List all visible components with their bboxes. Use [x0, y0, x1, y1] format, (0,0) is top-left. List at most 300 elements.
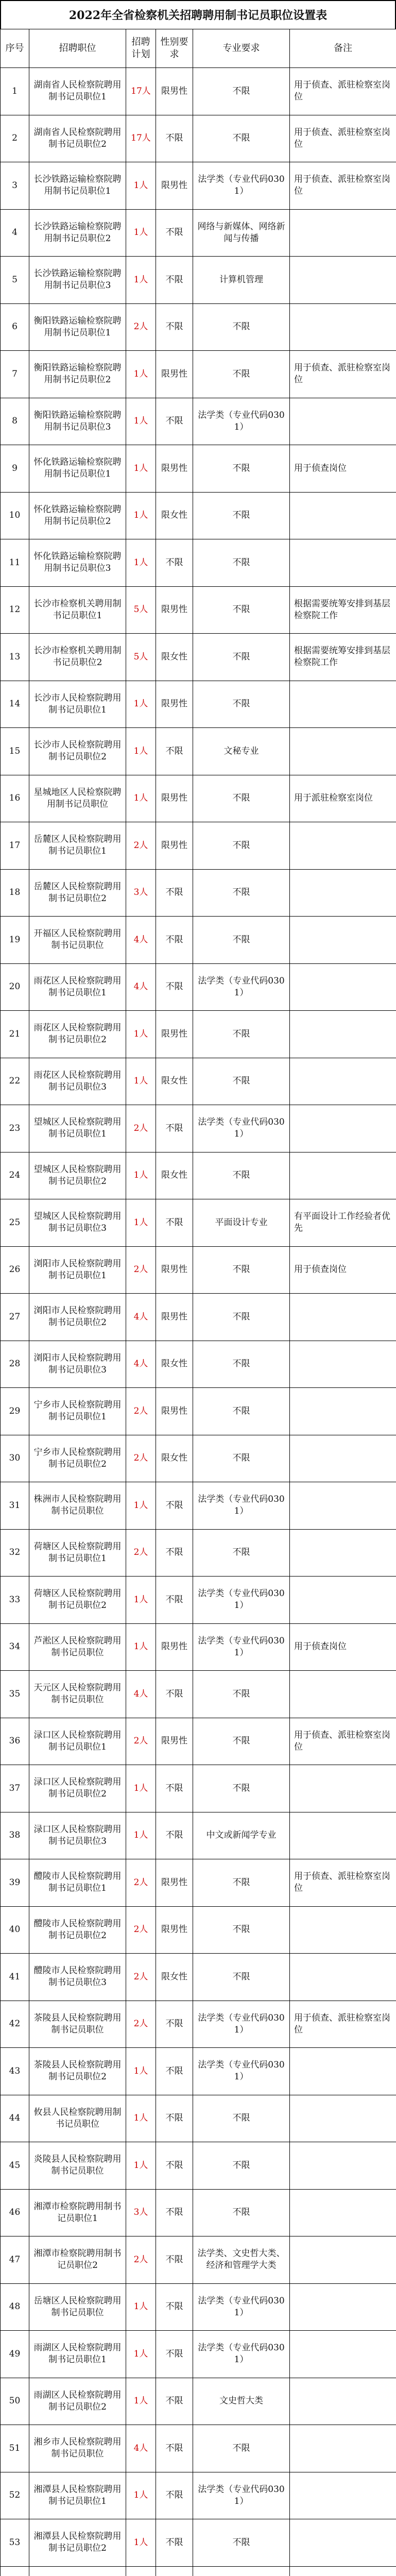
table-row — [1, 728, 396, 775]
table-row — [1, 869, 396, 917]
cell-major: 法学类（专业代码0301） — [193, 1105, 290, 1153]
cell-index: 16 — [1, 775, 29, 822]
cell-major: 文秘专业 — [193, 728, 290, 775]
cell-position: 湘潭县人民检察院聘用制书记员职位2 — [29, 2519, 126, 2567]
cell-index: 34 — [1, 1623, 29, 1671]
cell-remarks: 用于侦查、派驻检察室岗位 — [290, 162, 396, 210]
cell-remarks: 用于侦查、派驻检察室岗位 — [290, 115, 396, 162]
cell-index: 13 — [1, 634, 29, 681]
table-row — [1, 2236, 396, 2284]
cell-remarks — [290, 492, 396, 539]
cell-position: 渌口区人民检察院聘用制书记员职位1 — [29, 1718, 126, 1765]
cell-gender: 限女性 — [156, 1341, 193, 1388]
cell-major: 法学类（专业代码0301） — [193, 2472, 290, 2519]
cell-major: 不限 — [193, 303, 290, 351]
cell-position: 湖南省人民检察院聘用制书记员职位1 — [29, 68, 126, 115]
cell-plan: 2人 — [126, 1246, 156, 1294]
cell-index: 29 — [1, 1388, 29, 1435]
positions-table — [0, 29, 396, 2576]
cell-major: 不限 — [193, 681, 290, 728]
cell-position: 岳麓区人民检察院聘用制书记员职位1 — [29, 822, 126, 870]
cell-major: 不限 — [193, 1765, 290, 1812]
cell-plan: 2人 — [126, 1718, 156, 1765]
cell-major: 网络与新媒体、网络新闻与传播 — [193, 209, 290, 257]
cell-major: 不限 — [193, 115, 290, 162]
cell-gender: 不限 — [156, 1577, 193, 1624]
cell-gender: 不限 — [156, 963, 193, 1011]
table-row — [1, 398, 396, 445]
cell-remarks — [290, 2283, 396, 2331]
cell-plan: 1人 — [126, 2378, 156, 2425]
cell-plan: 2人 — [126, 303, 156, 351]
cell-remarks — [290, 209, 396, 257]
cell-position: 衡阳铁路运输检察院聘用制书记员职位3 — [29, 398, 126, 445]
table-row — [1, 257, 396, 304]
cell-plan: 1人 — [126, 2331, 156, 2378]
header-major: 专业要求 — [193, 29, 290, 68]
cell-major: 法学类（专业代码0301） — [193, 162, 290, 210]
cell-index: 24 — [1, 1152, 29, 1199]
cell-position: 长沙市检察机关聘用制书记员职位1 — [29, 586, 126, 634]
cell-gender: 不限 — [156, 398, 193, 445]
cell-remarks — [290, 539, 396, 587]
table-row — [1, 1011, 396, 1058]
cell-remarks — [290, 1435, 396, 1482]
table-row — [1, 2566, 396, 2576]
cell-gender: 限男性 — [156, 445, 193, 493]
cell-index: 42 — [1, 2001, 29, 2048]
cell-index: 31 — [1, 1482, 29, 1530]
cell-plan: 1人 — [126, 351, 156, 398]
cell-position: 荷塘区人民检察院聘用制书记员职位2 — [29, 1577, 126, 1624]
cell-gender: 限女性 — [156, 1058, 193, 1105]
cell-plan: 1人 — [126, 1482, 156, 1530]
cell-index: 17 — [1, 822, 29, 870]
cell-major: 不限 — [193, 869, 290, 917]
cell-gender: 限男性 — [156, 1718, 193, 1765]
table-row — [1, 1765, 396, 1812]
cell-major: 不限 — [193, 917, 290, 964]
cell-remarks: 用于侦查、派驻检察室岗位 — [290, 1859, 396, 1907]
cell-gender: 不限 — [156, 2331, 193, 2378]
cell-major: 不限 — [193, 822, 290, 870]
cell-major: 不限 — [193, 539, 290, 587]
table-row — [1, 492, 396, 539]
table-row — [1, 2331, 396, 2378]
cell-index: 38 — [1, 1812, 29, 1859]
cell-remarks: 用于派驻检察室岗位 — [290, 775, 396, 822]
cell-plan: 17人 — [126, 68, 156, 115]
cell-index: 32 — [1, 1529, 29, 1577]
cell-index: 26 — [1, 1246, 29, 1294]
cell-index: 51 — [1, 2425, 29, 2472]
cell-remarks: 用于侦查、派驻检察室岗位 — [290, 2001, 396, 2048]
cell-plan: 1人 — [126, 2142, 156, 2190]
cell-position: 荷塘区人民检察院聘用制书记员职位1 — [29, 1529, 126, 1577]
table-row — [1, 1577, 396, 1624]
cell-position: 湘潭县人民检察院聘用制书记员职位1 — [29, 2472, 126, 2519]
cell-index: 53 — [1, 2519, 29, 2567]
cell-remarks — [290, 728, 396, 775]
cell-position: 浏阳市人民检察院聘用制书记员职位3 — [29, 1341, 126, 1388]
cell-index: 1 — [1, 68, 29, 115]
cell-gender: 不限 — [156, 1199, 193, 1247]
cell-gender: 不限 — [156, 2236, 193, 2284]
cell-gender: 限男性 — [156, 1246, 193, 1294]
table-row — [1, 445, 396, 493]
cell-index: 30 — [1, 1435, 29, 1482]
cell-plan: 1人 — [126, 445, 156, 493]
table-row — [1, 1246, 396, 1294]
cell-index: 27 — [1, 1294, 29, 1341]
cell-plan: 1人 — [126, 209, 156, 257]
cell-major: 不限 — [193, 2189, 290, 2236]
cell-plan: 1人 — [126, 1011, 156, 1058]
cell-gender: 不限 — [156, 1105, 193, 1153]
cell-position: 天元区人民检察院聘用制书记员职位 — [29, 1671, 126, 1718]
cell-major: 不限 — [193, 68, 290, 115]
cell-remarks — [290, 1152, 396, 1199]
cell-position: 渌口区人民检察院聘用制书记员职位3 — [29, 1812, 126, 1859]
cell-gender: 不限 — [156, 2142, 193, 2190]
cell-position: 长沙市人民检察院聘用制书记员职位2 — [29, 728, 126, 775]
cell-index: 23 — [1, 1105, 29, 1153]
table-row — [1, 1388, 396, 1435]
cell-plan: 5人 — [126, 586, 156, 634]
cell-plan: 3人 — [126, 2189, 156, 2236]
table-row — [1, 1812, 396, 1859]
cell-major: 不限 — [193, 1435, 290, 1482]
cell-major: 法学类（专业代码0301） — [193, 2001, 290, 2048]
cell-index: 49 — [1, 2331, 29, 2378]
cell-position: 长沙市检察机关聘用制书记员职位2 — [29, 634, 126, 681]
table-row — [1, 303, 396, 351]
cell-position: 岳塘区人民检察院聘用制书记员职位 — [29, 2283, 126, 2331]
cell-gender: 限男性 — [156, 1859, 193, 1907]
cell-remarks — [290, 2331, 396, 2378]
cell-index: 19 — [1, 917, 29, 964]
cell-remarks — [290, 2142, 396, 2190]
cell-remarks — [290, 303, 396, 351]
cell-remarks — [290, 822, 396, 870]
cell-index: 47 — [1, 2236, 29, 2284]
cell-major: 不限 — [193, 775, 290, 822]
cell-remarks — [290, 1765, 396, 1812]
cell-remarks — [290, 1577, 396, 1624]
cell-remarks — [290, 1058, 396, 1105]
cell-position: 雨湖区人民检察院聘用制书记员职位1 — [29, 2331, 126, 2378]
header-remarks: 备注 — [290, 29, 396, 68]
table-title: 2022年全省检察机关招聘聘用制书记员职位设置表 — [0, 0, 396, 29]
header-row — [1, 29, 396, 68]
cell-plan: 2人 — [126, 1435, 156, 1482]
cell-index: 7 — [1, 351, 29, 398]
cell-plan: 2人 — [126, 1105, 156, 1153]
cell-remarks: 根据需要统筹安排到基层检察院工作 — [290, 586, 396, 634]
cell-position — [29, 2566, 126, 2576]
cell-major: 法学类（专业代码0301） — [193, 2048, 290, 2095]
cell-position: 雨花区人民检察院聘用制书记员职位2 — [29, 1011, 126, 1058]
cell-remarks — [290, 2472, 396, 2519]
cell-position: 醴陵市人民检察院聘用制书记员职位1 — [29, 1859, 126, 1907]
cell-index: 40 — [1, 1906, 29, 1954]
table-row — [1, 2283, 396, 2331]
cell-major: 不限 — [193, 1529, 290, 1577]
cell-position: 长沙铁路运输检察院聘用制书记员职位2 — [29, 209, 126, 257]
cell-index: 8 — [1, 398, 29, 445]
cell-gender: 不限 — [156, 917, 193, 964]
cell-index: 10 — [1, 492, 29, 539]
table-row — [1, 1623, 396, 1671]
cell-major: 中文或新闻学专业 — [193, 1812, 290, 1859]
cell-major: 法学类（专业代码0301） — [193, 1482, 290, 1530]
cell-remarks — [290, 2236, 396, 2284]
cell-position: 长沙铁路运输检察院聘用制书记员职位3 — [29, 257, 126, 304]
cell-index: 21 — [1, 1011, 29, 1058]
cell-index: 45 — [1, 2142, 29, 2190]
cell-remarks: 用于侦查、派驻检察室岗位 — [290, 351, 396, 398]
cell-index: 41 — [1, 1954, 29, 2001]
cell-remarks — [290, 917, 396, 964]
cell-position: 岳麓区人民检察院聘用制书记员职位2 — [29, 869, 126, 917]
cell-major: 法学类（专业代码0301） — [193, 1623, 290, 1671]
cell-plan: 4人 — [126, 1341, 156, 1388]
cell-major: 法学类、文史哲大类、经济和管理学大类 — [193, 2236, 290, 2284]
cell-gender: 限女性 — [156, 1152, 193, 1199]
table-row — [1, 1435, 396, 1482]
cell-index: 4 — [1, 209, 29, 257]
cell-gender: 限男性 — [156, 775, 193, 822]
cell-gender: 限男性 — [156, 822, 193, 870]
cell-gender — [156, 2566, 193, 2576]
cell-gender: 限男性 — [156, 1011, 193, 1058]
table-row — [1, 634, 396, 681]
cell-index: 20 — [1, 963, 29, 1011]
cell-plan: 3人 — [126, 869, 156, 917]
cell-plan: 1人 — [126, 681, 156, 728]
cell-major: 不限 — [193, 1341, 290, 1388]
cell-gender: 限男性 — [156, 586, 193, 634]
table-row — [1, 1105, 396, 1153]
cell-gender: 不限 — [156, 1812, 193, 1859]
cell-major: 法学类（专业代码0301） — [193, 2331, 290, 2378]
cell-major: 不限 — [193, 586, 290, 634]
cell-remarks — [290, 1341, 396, 1388]
table-row — [1, 2519, 396, 2567]
cell-index: 15 — [1, 728, 29, 775]
cell-gender: 限男性 — [156, 681, 193, 728]
table-row — [1, 963, 396, 1011]
cell-plan — [126, 2566, 156, 2576]
cell-index: 3 — [1, 162, 29, 210]
cell-index: 48 — [1, 2283, 29, 2331]
cell-plan: 1人 — [126, 1152, 156, 1199]
cell-index: 43 — [1, 2048, 29, 2095]
cell-plan: 1人 — [126, 1765, 156, 1812]
cell-index: 2 — [1, 115, 29, 162]
cell-plan: 1人 — [126, 398, 156, 445]
table-row — [1, 2189, 396, 2236]
cell-index: 5 — [1, 257, 29, 304]
cell-plan: 1人 — [126, 2519, 156, 2567]
cell-plan: 1人 — [126, 775, 156, 822]
cell-plan: 1人 — [126, 257, 156, 304]
cell-major: 不限 — [193, 1152, 290, 1199]
table-row — [1, 1954, 396, 2001]
cell-plan: 2人 — [126, 1529, 156, 1577]
cell-plan: 17人 — [126, 115, 156, 162]
cell-remarks — [290, 1011, 396, 1058]
table-row — [1, 1859, 396, 1907]
cell-plan: 5人 — [126, 634, 156, 681]
cell-remarks: 用于侦查、派驻检察室岗位 — [290, 68, 396, 115]
cell-remarks — [290, 2095, 396, 2142]
cell-plan: 2人 — [126, 1954, 156, 2001]
cell-remarks — [290, 2425, 396, 2472]
cell-remarks — [290, 2189, 396, 2236]
cell-remarks — [290, 1906, 396, 1954]
cell-plan: 1人 — [126, 2472, 156, 2519]
cell-remarks — [290, 1529, 396, 1577]
cell-major: 不限 — [193, 445, 290, 493]
cell-gender: 不限 — [156, 2519, 193, 2567]
table-row — [1, 1529, 396, 1577]
cell-index: 28 — [1, 1341, 29, 1388]
cell-gender: 限男性 — [156, 1294, 193, 1341]
cell-gender: 不限 — [156, 2095, 193, 2142]
cell-remarks: 有平面设计工作经验者优先 — [290, 1199, 396, 1247]
cell-index: 6 — [1, 303, 29, 351]
cell-position: 雨花区人民检察院聘用制书记员职位3 — [29, 1058, 126, 1105]
cell-remarks — [290, 681, 396, 728]
cell-remarks — [290, 1954, 396, 2001]
table-row — [1, 1671, 396, 1718]
cell-plan: 1人 — [126, 1058, 156, 1105]
header-gender: 性别要求 — [156, 29, 193, 68]
cell-gender: 限女性 — [156, 1954, 193, 2001]
cell-position: 宁乡市人民检察院聘用制书记员职位2 — [29, 1435, 126, 1482]
cell-major: 不限 — [193, 2142, 290, 2190]
cell-index: 44 — [1, 2095, 29, 2142]
cell-index: 12 — [1, 586, 29, 634]
cell-gender: 不限 — [156, 539, 193, 587]
cell-plan: 1人 — [126, 1812, 156, 1859]
cell-index: 35 — [1, 1671, 29, 1718]
cell-gender: 不限 — [156, 728, 193, 775]
cell-gender: 限男性 — [156, 1906, 193, 1954]
cell-plan: 1人 — [126, 2048, 156, 2095]
cell-remarks — [290, 257, 396, 304]
cell-major: 不限 — [193, 634, 290, 681]
cell-plan: 4人 — [126, 917, 156, 964]
cell-remarks — [290, 869, 396, 917]
cell-position: 浏阳市人民检察院聘用制书记员职位1 — [29, 1246, 126, 1294]
cell-position: 望城区人民检察院聘用制书记员职位3 — [29, 1199, 126, 1247]
cell-position: 开福区人民检察院聘用制书记员职位 — [29, 917, 126, 964]
cell-index: 9 — [1, 445, 29, 493]
cell-index: 25 — [1, 1199, 29, 1247]
cell-remarks — [290, 1294, 396, 1341]
cell-index: 18 — [1, 869, 29, 917]
cell-index: 11 — [1, 539, 29, 587]
cell-major: 不限 — [193, 1388, 290, 1435]
cell-plan: 1人 — [126, 2095, 156, 2142]
table-row — [1, 115, 396, 162]
cell-major: 不限 — [193, 1906, 290, 1954]
cell-index: 39 — [1, 1859, 29, 1907]
cell-plan: 1人 — [126, 162, 156, 210]
cell-major: 法学类（专业代码0301） — [193, 398, 290, 445]
cell-gender: 不限 — [156, 1482, 193, 1530]
cell-remarks — [290, 2048, 396, 2095]
cell-gender: 限男性 — [156, 351, 193, 398]
cell-major: 平面设计专业 — [193, 1199, 290, 1247]
cell-major: 不限 — [193, 1058, 290, 1105]
table-row — [1, 775, 396, 822]
cell-position: 怀化铁路运输检察院聘用制书记员职位1 — [29, 445, 126, 493]
cell-plan: 2人 — [126, 1906, 156, 1954]
cell-gender: 不限 — [156, 1765, 193, 1812]
table-row — [1, 2048, 396, 2095]
table-row — [1, 822, 396, 870]
cell-remarks — [290, 963, 396, 1011]
cell-position: 醴陵市人民检察院聘用制书记员职位3 — [29, 1954, 126, 2001]
cell-position: 衡阳铁路运输检察院聘用制书记员职位2 — [29, 351, 126, 398]
cell-major: 不限 — [193, 2425, 290, 2472]
cell-position: 雨花区人民检察院聘用制书记员职位1 — [29, 963, 126, 1011]
cell-remarks — [290, 398, 396, 445]
cell-position: 渌口区人民检察院聘用制书记员职位2 — [29, 1765, 126, 1812]
cell-plan: 2人 — [126, 1388, 156, 1435]
cell-position: 长沙市人民检察院聘用制书记员职位1 — [29, 681, 126, 728]
cell-gender: 不限 — [156, 2048, 193, 2095]
table-row — [1, 586, 396, 634]
cell-plan: 1人 — [126, 492, 156, 539]
cell-position: 望城区人民检察院聘用制书记员职位1 — [29, 1105, 126, 1153]
cell-remarks — [290, 1482, 396, 1530]
cell-position: 茶陵县人民检察院聘用制书记员职位2 — [29, 2048, 126, 2095]
cell-plan: 1人 — [126, 1623, 156, 1671]
cell-remarks — [290, 1671, 396, 1718]
cell-gender: 不限 — [156, 2378, 193, 2425]
cell-position: 宁乡市人民检察院聘用制书记员职位1 — [29, 1388, 126, 1435]
cell-index: 50 — [1, 2378, 29, 2425]
cell-position: 星城地区人民检察院聘用制书记员职位 — [29, 775, 126, 822]
cell-position: 长沙铁路运输检察院聘用制书记员职位1 — [29, 162, 126, 210]
header-plan: 招聘计划 — [126, 29, 156, 68]
cell-position: 怀化铁路运输检察院聘用制书记员职位2 — [29, 492, 126, 539]
cell-index: 36 — [1, 1718, 29, 1765]
table-row — [1, 2095, 396, 2142]
cell-major: 不限 — [193, 2519, 290, 2567]
cell-remarks: 根据需要统筹安排到基层检察院工作 — [290, 634, 396, 681]
cell-major: 不限 — [193, 492, 290, 539]
cell-remarks: 用于侦查、派驻检察室岗位 — [290, 1718, 396, 1765]
cell-position: 雨湖区人民检察院聘用制书记员职位2 — [29, 2378, 126, 2425]
cell-remarks: 用于侦查岗位 — [290, 1623, 396, 1671]
cell-remarks: 用于侦查岗位 — [290, 445, 396, 493]
table-row — [1, 1718, 396, 1765]
cell-gender: 不限 — [156, 115, 193, 162]
table-row — [1, 1058, 396, 1105]
table-row — [1, 917, 396, 964]
cell-position: 炎陵县人民检察院聘用制书记员职位 — [29, 2142, 126, 2190]
header-position: 招聘职位 — [29, 29, 126, 68]
cell-major: 不限 — [193, 351, 290, 398]
cell-remarks — [290, 2566, 396, 2576]
cell-position: 怀化铁路运输检察院聘用制书记员职位3 — [29, 539, 126, 587]
cell-major: 不限 — [193, 1011, 290, 1058]
